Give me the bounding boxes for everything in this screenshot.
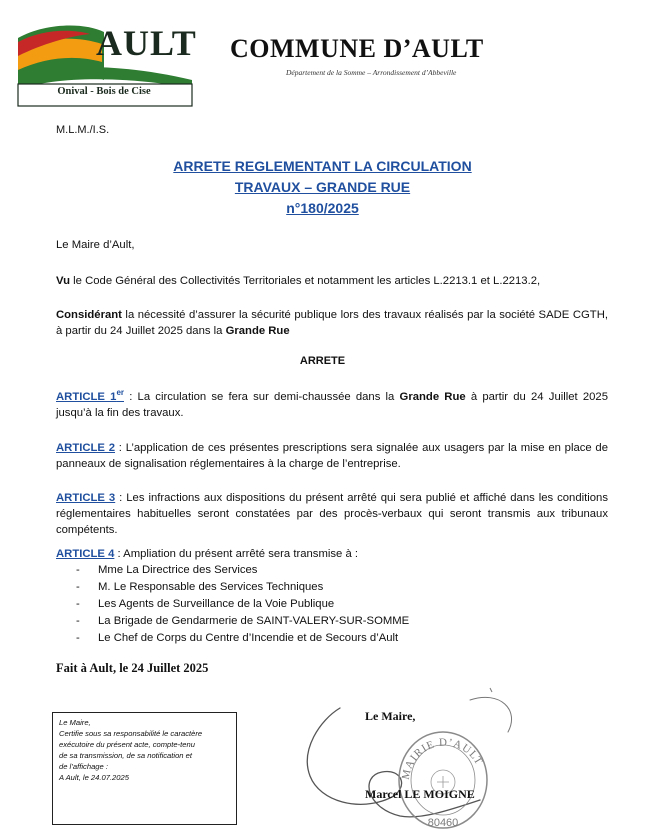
- considerant-label: Considérant: [56, 309, 122, 321]
- article-2: [56, 440, 608, 472]
- title-line-2: TRAVAUX – GRANDE RUE: [234, 179, 411, 195]
- certification-line: Le Maire,: [59, 718, 91, 727]
- article-3-label: ARTICLE 3: [56, 492, 116, 504]
- intro-text: Le Maire d’Ault,: [56, 239, 135, 251]
- article-4-label: ARTICLE 4: [56, 548, 115, 560]
- article-3: [56, 490, 608, 538]
- stamp-text: MAIRIE D’AULT: [399, 736, 486, 781]
- certification-box: [52, 712, 237, 825]
- title-line-1: ARRETE REGLEMENTANT LA CIRCULATION: [173, 158, 472, 174]
- certification-line: exécutoire du présent acte, compte-tenu: [59, 740, 195, 749]
- vu-paragraph: [56, 273, 608, 289]
- arrete-heading: ARRETE: [299, 355, 346, 367]
- commune-subtitle: Département de la Somme – Arrondissement d’Abbeville: [286, 68, 457, 77]
- commune-title: COMMUNE D’AULT: [230, 34, 484, 63]
- list-item: - La Brigade de Gendarmerie de SAINT-VALERY-SUR-SOMME: [76, 613, 409, 630]
- signer-name: Marcel LE MOIGNE: [365, 787, 475, 801]
- stamp-code: 80460: [427, 817, 459, 829]
- article-2-text: : L’application de ces présentes prescriptions sera signalée aux usagers par la mise en place de panneaux de signalisation réglementaires à la charge de l’entreprise.: [56, 442, 608, 470]
- article-1-label: ARTICLE 1er: [56, 388, 124, 403]
- svg-text:MAIRIE D’AULT: [400, 737, 485, 781]
- certification-line: de l’affichage :: [59, 762, 108, 771]
- logo-subtitle: Onival - Bois de Cise: [57, 86, 151, 97]
- article-1-bold: Grande Rue: [399, 391, 466, 403]
- vu-label: Vu: [56, 275, 71, 287]
- article-4-text: : Ampliation du présent arrêté sera transmise à :: [114, 548, 359, 560]
- logo-name: AULT: [96, 23, 197, 63]
- considerant-paragraph: [56, 307, 608, 339]
- reference: M.L.M./I.S.: [56, 124, 110, 136]
- certification-line: Certifie sous sa responsabilité le caractère: [59, 729, 203, 738]
- considerant-place: Grande Rue: [225, 325, 290, 337]
- certification-line: A Ault, le 24.07.2025: [59, 773, 129, 782]
- article-2-label: ARTICLE 2: [56, 442, 116, 454]
- list-item: - Les Agents de Surveillance de la Voie Publique: [76, 596, 409, 613]
- article-1: [56, 389, 608, 421]
- recipients-list: [76, 562, 409, 647]
- considerant-text: la nécessité d’assurer la sécurité publique lors des travaux réalisés par la société SADE CGTH, à partir du 24 Juillet 2025 dans la: [56, 309, 608, 337]
- article-1-text-after: à partir du 24 Juillet 2025 jusqu’à la fin des travaux.: [56, 391, 609, 419]
- list-item: - M. Le Responsable des Services Techniques: [76, 579, 409, 596]
- signature-role: Le Maire,: [365, 709, 416, 723]
- article-4: [56, 546, 608, 562]
- vu-text: le Code Général des Collectivités Territoriales et notamment les articles L.2213.1 et L.2213.2,: [70, 275, 541, 287]
- fait-date: Fait à Ault, le 24 Juillet 2025: [56, 661, 209, 675]
- list-item: - Le Chef de Corps du Centre d’Incendie et de Secours d’Ault: [76, 630, 409, 647]
- article-1-text-before: : La circulation se fera sur demi-chaussée dans la: [124, 391, 400, 403]
- title-line-3: n°180/2025: [286, 200, 359, 216]
- article-3-text: : Les infractions aux dispositions du présent arrêté qui sera publié et affiché dans les conditions réglementaires habituelles seront constatées par des procès-verbaux qui seront transmis aux tribunaux compétents.: [56, 492, 608, 536]
- mairie-stamp: [393, 722, 493, 832]
- certification-line: de sa transmission, de sa notification et: [59, 751, 192, 760]
- list-item: - Mme La Directrice des Services: [76, 562, 409, 579]
